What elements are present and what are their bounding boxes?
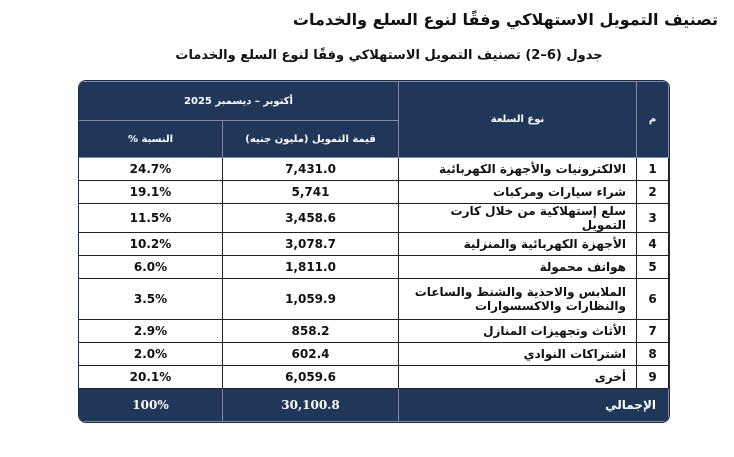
total-label: الإجمالي [399,389,669,422]
header-period: أكتوبر – ديسمبر 2025 [79,82,399,121]
row-value: 1,811.0 [223,256,399,279]
row-pct: 20.1% [79,366,223,389]
total-value: 30,100.8 [223,389,399,422]
row-value: 858.2 [223,320,399,343]
row-num: 1 [637,158,669,181]
header-pct: النسبة % [79,121,223,158]
table-row [79,158,669,181]
row-pct: 10.2% [79,233,223,256]
header-num: م [637,82,669,158]
table-row [79,366,669,389]
row-pct: 2.9% [79,320,223,343]
row-item: الملابس والاحذية والشنط والساعات والنظارات والاكسسوارات [399,279,637,320]
header-item-type: نوع السلعة [399,82,637,158]
row-pct: 6.0% [79,256,223,279]
row-value: 1,059.9 [223,279,399,320]
row-pct: 19.1% [79,181,223,204]
row-num: 4 [637,233,669,256]
row-num: 5 [637,256,669,279]
row-item: الأثاث وتجهيزات المنازل [399,320,637,343]
row-value: 5,741 [223,181,399,204]
row-num: 3 [637,204,669,233]
table-header [79,82,669,158]
page-title: تصنيف التمويل الاستهلاكي وفقًا لنوع السلع والخدمات [292,10,718,29]
row-value: 3,458.6 [223,204,399,233]
row-num: 2 [637,181,669,204]
row-num: 6 [637,279,669,320]
row-item: أخرى [399,366,637,389]
row-pct: 2.0% [79,343,223,366]
row-value: 7,431.0 [223,158,399,181]
table-row [79,279,669,320]
row-value: 6,059.6 [223,366,399,389]
row-item: الالكترونيات والأجهزة الكهربائية [399,158,637,181]
table-row [79,233,669,256]
table-body [79,158,669,389]
row-num: 9 [637,366,669,389]
table-row [79,320,669,343]
table-row [79,181,669,204]
row-item: سلع إستهلاكية من خلال كارت التمويل [399,204,637,233]
table-footer [79,389,669,422]
row-pct: 3.5% [79,279,223,320]
total-pct: 100% [79,389,223,422]
row-pct: 24.7% [79,158,223,181]
row-value: 602.4 [223,343,399,366]
row-num: 7 [637,320,669,343]
header-value: قيمة التمويل (مليون جنيه) [223,121,399,158]
table-row [79,256,669,279]
row-item: اشتراكات النوادي [399,343,637,366]
row-value: 3,078.7 [223,233,399,256]
row-num: 8 [637,343,669,366]
table-row [79,343,669,366]
financing-table-container [78,80,670,423]
row-item: هواتف محمولة [399,256,637,279]
table-caption: جدول (6–2) تصنيف التمويل الاستهلاكي وفقًا لنوع السلع والخدمات [175,48,603,63]
row-pct: 11.5% [79,204,223,233]
financing-table [78,81,669,422]
total-row [79,389,669,422]
row-item: شراء سيارات ومركبات [399,181,637,204]
row-item: الأجهزة الكهربائية والمنزلية [399,233,637,256]
table-row [79,204,669,233]
